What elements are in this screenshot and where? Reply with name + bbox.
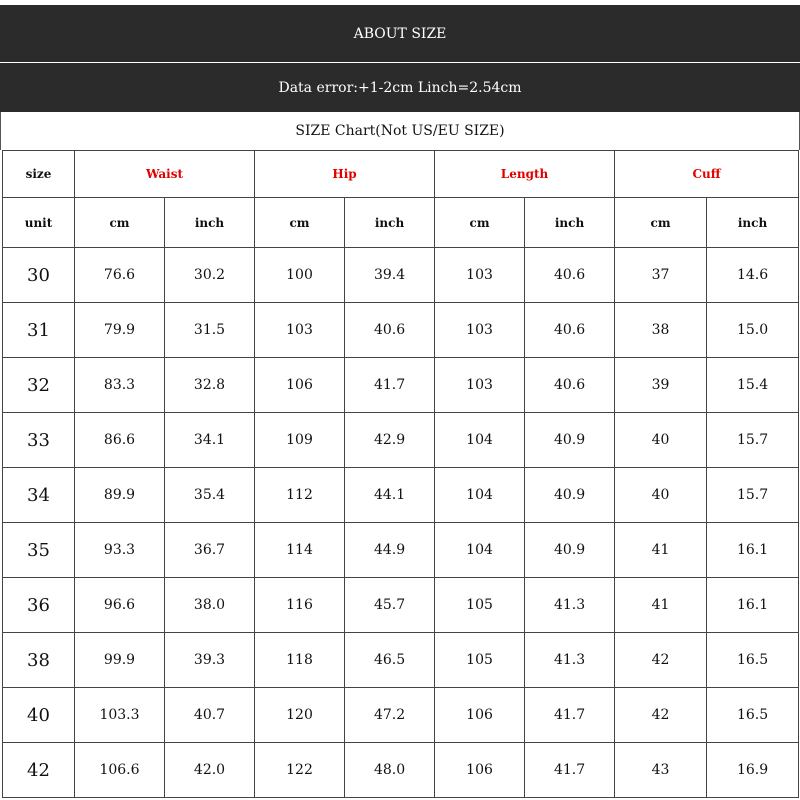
measurement-cell: 39 [615, 358, 707, 413]
measurement-cell: 43 [615, 743, 707, 798]
header-row-groups [3, 151, 799, 198]
page-title: ABOUT SIZE [0, 5, 800, 62]
table-row [3, 468, 799, 523]
measurement-cell: 41 [615, 523, 707, 578]
measurement-cell: 16.1 [707, 523, 799, 578]
measurement-cell: 104 [435, 468, 525, 523]
measurement-cell: 16.9 [707, 743, 799, 798]
measurement-cell: 40.9 [525, 413, 615, 468]
measurement-cell: 106 [435, 688, 525, 743]
measurement-cell: 40.9 [525, 523, 615, 578]
measurement-cell: 96.6 [75, 578, 165, 633]
measurement-cell: 100 [255, 248, 345, 303]
measurement-cell: 41.7 [525, 743, 615, 798]
measurement-cell: 39.3 [165, 633, 255, 688]
size-cell: 34 [3, 468, 75, 523]
measurement-cell: 30.2 [165, 248, 255, 303]
measurement-cell: 118 [255, 633, 345, 688]
table-row [3, 523, 799, 578]
unit-cell: inch [165, 198, 255, 248]
measurement-cell: 15.7 [707, 413, 799, 468]
measurement-cell: 105 [435, 578, 525, 633]
measurement-cell: 105 [435, 633, 525, 688]
measurement-cell: 44.9 [345, 523, 435, 578]
measurement-cell: 40.6 [525, 248, 615, 303]
table-row [3, 248, 799, 303]
measurement-cell: 40.6 [345, 303, 435, 358]
measurement-cell: 42 [615, 688, 707, 743]
measurement-cell: 106.6 [75, 743, 165, 798]
measurement-cell: 40 [615, 413, 707, 468]
measurement-cell: 103 [255, 303, 345, 358]
size-cell: 30 [3, 248, 75, 303]
measurement-cell: 109 [255, 413, 345, 468]
measurement-cell: 106 [255, 358, 345, 413]
measurement-cell: 93.3 [75, 523, 165, 578]
measurement-cell: 42 [615, 633, 707, 688]
measurement-cell: 42.9 [345, 413, 435, 468]
unit-cell: cm [255, 198, 345, 248]
measurement-cell: 16.1 [707, 578, 799, 633]
size-cell: 35 [3, 523, 75, 578]
measurement-cell: 41 [615, 578, 707, 633]
measurement-cell: 46.5 [345, 633, 435, 688]
measurement-cell: 106 [435, 743, 525, 798]
measurement-cell: 44.1 [345, 468, 435, 523]
measurement-cell: 114 [255, 523, 345, 578]
measurement-cell: 15.7 [707, 468, 799, 523]
measurement-cell: 38 [615, 303, 707, 358]
measurement-cell: 42.0 [165, 743, 255, 798]
table-row [3, 578, 799, 633]
size-cell: 38 [3, 633, 75, 688]
group-header-hip: Hip [255, 151, 435, 198]
measurement-cell: 41.7 [345, 358, 435, 413]
size-cell: 36 [3, 578, 75, 633]
size-cell: 31 [3, 303, 75, 358]
measurement-cell: 99.9 [75, 633, 165, 688]
measurement-cell: 37 [615, 248, 707, 303]
measurement-cell: 103 [435, 358, 525, 413]
group-header-cuff: Cuff [615, 151, 799, 198]
measurement-cell: 38.0 [165, 578, 255, 633]
chart-title: SIZE Chart(Not US/EU SIZE) [0, 112, 800, 150]
measurement-cell: 40.6 [525, 358, 615, 413]
header-row-units [3, 198, 799, 248]
measurement-cell: 112 [255, 468, 345, 523]
measurement-cell: 39.4 [345, 248, 435, 303]
measurement-cell: 32.8 [165, 358, 255, 413]
measurement-cell: 15.4 [707, 358, 799, 413]
measurement-cell: 47.2 [345, 688, 435, 743]
unit-cell: inch [345, 198, 435, 248]
measurement-cell: 86.6 [75, 413, 165, 468]
unit-cell: cm [435, 198, 525, 248]
size-cell: 40 [3, 688, 75, 743]
group-header-length: Length [435, 151, 615, 198]
table-row [3, 688, 799, 743]
measurement-cell: 79.9 [75, 303, 165, 358]
measurement-cell: 48.0 [345, 743, 435, 798]
measurement-cell: 41.3 [525, 633, 615, 688]
measurement-cell: 116 [255, 578, 345, 633]
measurement-cell: 41.3 [525, 578, 615, 633]
unit-cell: inch [707, 198, 799, 248]
table-row [3, 413, 799, 468]
measurement-cell: 36.7 [165, 523, 255, 578]
measurement-cell: 103.3 [75, 688, 165, 743]
table-row [3, 633, 799, 688]
size-header: size [3, 151, 75, 198]
measurement-cell: 40.9 [525, 468, 615, 523]
table-row [3, 358, 799, 413]
size-cell: 32 [3, 358, 75, 413]
unit-cell: inch [525, 198, 615, 248]
measurement-cell: 83.3 [75, 358, 165, 413]
size-cell: 42 [3, 743, 75, 798]
measurement-cell: 35.4 [165, 468, 255, 523]
measurement-cell: 103 [435, 248, 525, 303]
table-row [3, 743, 799, 798]
measurement-note: Data error:+1-2cm Linch=2.54cm [0, 63, 800, 112]
unit-header: unit [3, 198, 75, 248]
measurement-cell: 104 [435, 523, 525, 578]
measurement-cell: 40.6 [525, 303, 615, 358]
measurement-cell: 31.5 [165, 303, 255, 358]
measurement-cell: 40 [615, 468, 707, 523]
unit-cell: cm [75, 198, 165, 248]
measurement-cell: 14.6 [707, 248, 799, 303]
size-cell: 33 [3, 413, 75, 468]
measurement-cell: 34.1 [165, 413, 255, 468]
size-table [2, 150, 799, 798]
unit-cell: cm [615, 198, 707, 248]
measurement-cell: 76.6 [75, 248, 165, 303]
measurement-cell: 40.7 [165, 688, 255, 743]
measurement-cell: 120 [255, 688, 345, 743]
measurement-cell: 122 [255, 743, 345, 798]
measurement-cell: 41.7 [525, 688, 615, 743]
measurement-cell: 16.5 [707, 688, 799, 743]
measurement-cell: 103 [435, 303, 525, 358]
table-row [3, 303, 799, 358]
measurement-cell: 89.9 [75, 468, 165, 523]
measurement-cell: 15.0 [707, 303, 799, 358]
measurement-cell: 45.7 [345, 578, 435, 633]
measurement-cell: 16.5 [707, 633, 799, 688]
measurement-cell: 104 [435, 413, 525, 468]
group-header-waist: Waist [75, 151, 255, 198]
